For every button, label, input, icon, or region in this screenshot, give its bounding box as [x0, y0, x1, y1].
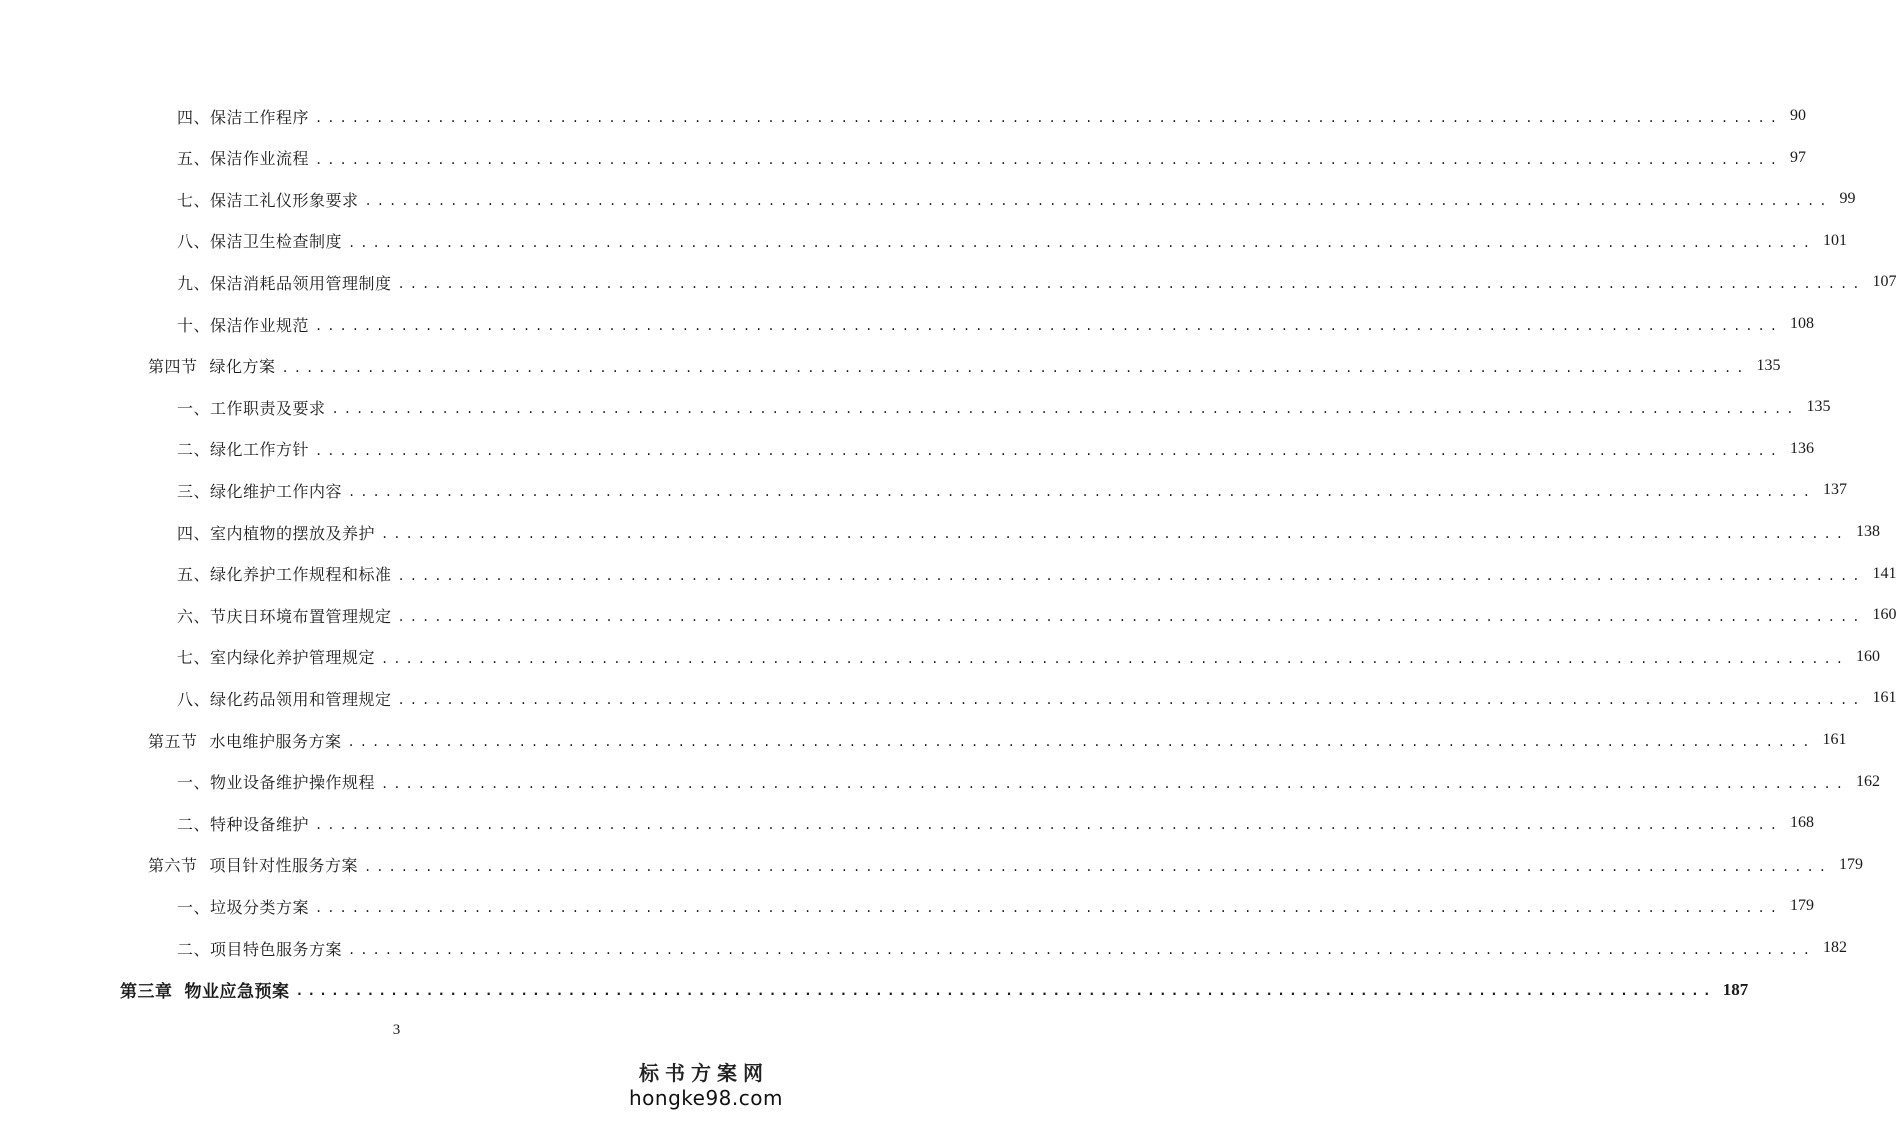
toc-entry-text: 二、特种设备维护: [177, 814, 310, 834]
toc-entry-section-number: 第四节: [148, 357, 198, 377]
toc-entry-text: 五、绿化养护工作规程和标准: [177, 565, 392, 585]
toc-dot-leader: ........................................................................................................................: [397, 693, 1865, 708]
toc-entry-text: 一、垃圾分类方案: [177, 897, 310, 917]
toc-entry-text: 二、绿化工作方针: [177, 440, 310, 460]
toc-entry-title: [177, 271, 392, 294]
toc-dot-leader: ........................................................................................................................: [397, 277, 1865, 292]
toc-entry-title: [177, 937, 342, 960]
toc-item-entry[interactable]: [0, 556, 1896, 592]
toc-item-entry[interactable]: [0, 597, 1896, 633]
toc-entry-title: [177, 313, 309, 336]
toc-entry-text: 一、物业设备维护操作规程: [177, 773, 376, 793]
toc-dot-leader: ........................................................................................................................: [364, 859, 1831, 874]
toc-item-entry[interactable]: [0, 181, 1856, 217]
toc-entry-title: [177, 188, 359, 211]
toc-entry-page: 179: [1838, 855, 1863, 873]
toc-entry-text: 八、绿化药品领用和管理规定: [177, 689, 392, 709]
toc-entry-page: 179: [1789, 897, 1814, 915]
toc-entry-page: 187: [1722, 979, 1749, 999]
toc-entry-title: [177, 521, 375, 544]
page-number: 3: [392, 1022, 401, 1038]
toc-entry-section-number: 第三章: [120, 982, 173, 1003]
toc-entry-text: 物业应急预案: [184, 982, 290, 1003]
site-watermark: [629, 1057, 783, 1110]
toc-dot-leader: ........................................................................................................................: [315, 901, 1782, 916]
toc-item-entry[interactable]: [0, 639, 1880, 675]
toc-item-entry[interactable]: [0, 472, 1847, 508]
toc-entry-title: [177, 562, 392, 585]
toc-entry-title: [177, 812, 309, 835]
toc-entry-section-number: 第六节: [148, 856, 198, 876]
toc-dot-leader: ........................................................................................................................: [347, 735, 1815, 749]
toc-entry-title: [177, 105, 309, 128]
toc-entry-text: 绿化方案: [209, 357, 276, 377]
toc-item-entry[interactable]: [0, 264, 1896, 300]
toc-entry-title: [177, 396, 326, 419]
toc-entry-text: 十、保洁作业规范: [177, 315, 310, 335]
toc-entry-page: 135: [1756, 356, 1781, 374]
toc-dot-leader: ........................................................................................................................: [348, 235, 1815, 250]
toc-entry-page: 138: [1855, 523, 1880, 540]
toc-entry-text: 四、保洁工作程序: [177, 107, 310, 127]
toc-item-entry[interactable]: [0, 888, 1814, 924]
toc-entry-page: 168: [1789, 814, 1814, 832]
toc-entry-page: 90: [1789, 107, 1806, 124]
toc-entry-text: 八、保洁卫生检查制度: [177, 232, 343, 252]
toc-entry-page: 162: [1855, 772, 1880, 790]
toc-entry-text: 四、室内植物的摆放及养护: [177, 523, 376, 543]
toc-dot-leader: ........................................................................................................................: [381, 527, 1848, 541]
toc-entry-text: 六、节庆日环境布置管理规定: [177, 606, 392, 626]
toc-entry-title: [148, 853, 358, 876]
watermark-site-name: 标书方案网: [639, 1061, 769, 1085]
toc-dot-leader: ........................................................................................................................: [331, 402, 1799, 417]
toc-entry-page: 161: [1822, 731, 1847, 748]
toc-entry-section-number: 第五节: [148, 731, 198, 751]
toc-entry-page: 97: [1789, 148, 1806, 166]
toc-entry-title: [177, 895, 309, 918]
toc-entry-title: [177, 770, 375, 793]
toc-dot-leader: ........................................................................................................................: [315, 818, 1782, 833]
toc-entry-title: [120, 977, 290, 1002]
toc-dot-leader: ........................................................................................................................: [381, 776, 1848, 791]
toc-entry-title: [148, 354, 276, 377]
toc-entry-text: 九、保洁消耗品领用管理制度: [177, 273, 392, 293]
toc-entry-title: [177, 229, 342, 252]
toc-entry-text: 二、项目特色服务方案: [177, 939, 343, 959]
toc-entry-page: 160: [1855, 647, 1880, 665]
toc-item-entry[interactable]: [0, 680, 1896, 716]
toc-section-entry[interactable]: [0, 847, 1863, 883]
toc-section-entry[interactable]: [0, 348, 1781, 384]
toc-entry-page: 135: [1806, 398, 1831, 416]
toc-dot-leader: ........................................................................................................................: [315, 319, 1782, 333]
toc-dot-leader: ........................................................................................................................: [364, 194, 1832, 209]
toc-dot-leader: ........................................................................................................................: [315, 111, 1782, 125]
toc-item-entry[interactable]: [0, 805, 1814, 841]
toc-dot-leader: ........................................................................................................................: [281, 360, 1749, 375]
toc-entry-page: 108: [1789, 315, 1814, 332]
toc-entry-text: 一、工作职责及要求: [177, 398, 326, 418]
toc-entry-text: 水电维护服务方案: [209, 731, 342, 751]
toc-entry-text: 七、室内绿化养护管理规定: [177, 648, 376, 668]
toc-item-entry[interactable]: [0, 223, 1847, 259]
toc-entry-text: 七、保洁工礼仪形象要求: [177, 190, 359, 210]
toc-item-entry[interactable]: [0, 764, 1880, 800]
toc-entry-page: 160: [1872, 606, 1896, 624]
toc-entry-title: [177, 479, 342, 502]
toc-entry-page: 99: [1839, 190, 1856, 208]
toc-entry-page: 141: [1872, 564, 1896, 582]
toc-item-entry[interactable]: [0, 389, 1831, 425]
toc-entry-text: 五、保洁作业流程: [177, 149, 310, 169]
toc-item-entry[interactable]: [0, 306, 1814, 342]
toc-section-entry[interactable]: [0, 722, 1847, 758]
toc-dot-leader: ........................................................................................................................: [348, 485, 1815, 500]
toc-item-entry[interactable]: [0, 98, 1806, 134]
toc-entry-page: 137: [1822, 481, 1847, 499]
toc-dot-leader: ........................................................................................................................: [348, 943, 1815, 957]
watermark-url: hongke98.com: [629, 1086, 783, 1110]
toc-entry-title: [177, 645, 375, 668]
toc-dot-leader: ........................................................................................................................: [397, 568, 1865, 583]
toc-dot-leader: ........................................................................................................................: [315, 152, 1782, 167]
toc-entry-page: 161: [1872, 689, 1896, 707]
toc-dot-leader: ........................................................................................................................: [381, 651, 1848, 666]
toc-dot-leader: ........................................................................................................................: [315, 443, 1782, 458]
toc-entry-page: 107: [1872, 273, 1896, 291]
toc-entry-page: 136: [1789, 439, 1814, 457]
toc-entry-text: 三、绿化维护工作内容: [177, 481, 343, 501]
toc-entry-text: 项目针对性服务方案: [209, 856, 359, 876]
toc-dot-leader: ........................................................................................................................: [397, 610, 1865, 625]
toc-entry-page: 182: [1822, 939, 1847, 956]
toc-item-entry[interactable]: [0, 514, 1880, 550]
toc-item-entry[interactable]: [0, 140, 1806, 176]
toc-entry-title: [177, 687, 392, 710]
toc-entry-page: 101: [1822, 231, 1847, 249]
toc-dot-leader: ........................................................................................................................: [295, 984, 1715, 1000]
toc-item-entry[interactable]: [0, 930, 1847, 966]
toc-item-entry[interactable]: [0, 431, 1814, 467]
toc-entry-title: [177, 146, 309, 169]
toc-entry-title: [148, 729, 342, 752]
toc-entry-title: [177, 604, 392, 627]
toc-chapter-entry[interactable]: [0, 972, 1749, 1008]
toc-entry-title: [177, 437, 309, 460]
